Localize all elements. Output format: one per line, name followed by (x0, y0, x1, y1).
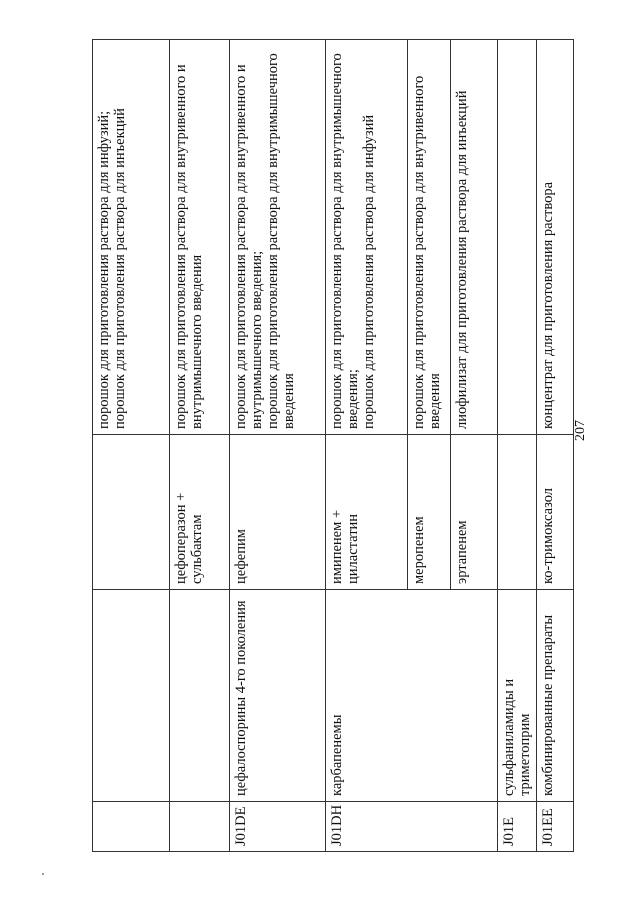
form-cell (326, 40, 408, 435)
table-row (537, 40, 574, 852)
atc-code-cell: J01DH (326, 802, 498, 852)
form-cell (498, 40, 537, 435)
form-line: лиофилизат для приготовления раствора для инъекций (454, 90, 470, 429)
table-row (230, 40, 326, 852)
page-number: 207 (573, 420, 588, 441)
form-cell (537, 40, 574, 435)
form-line: порошок для приготовления раствора для внутривенного введения (411, 75, 443, 429)
form-line: порошок для приготовления раствора для внутривенного и внутримышечного введения (173, 64, 205, 429)
drug-table (92, 39, 574, 852)
form-line: концентрат для приготовления раствора (540, 181, 556, 429)
form-cell (408, 40, 451, 435)
table-row (170, 40, 230, 852)
drug-cell: цефоперазон + сульбактам (170, 435, 230, 590)
group-cell (170, 590, 230, 802)
form-line: порошок для приготовления раствора для внутримышечного введения (265, 53, 297, 429)
drug-cell: эртапенем (451, 435, 498, 590)
group-cell: сульфаниламиды и триметоприм (498, 590, 537, 802)
drug-cell: цефепим (230, 435, 326, 590)
group-cell: цефалоспорины 4-го поколения (230, 590, 326, 802)
atc-code-cell (93, 802, 170, 852)
atc-code-cell (170, 802, 230, 852)
rotated-table-area (92, 40, 562, 852)
form-line: порошок для приготовления раствора для инъекций (112, 108, 128, 429)
drug-cell: имипенем + циластатин (326, 435, 408, 590)
form-line: порошок для приготовления раствора для инфузий; (96, 110, 112, 429)
drug-cell: ко-тримоксазол (537, 435, 574, 590)
drug-cell: меропенем (408, 435, 451, 590)
form-line: порошок для приготовления раствора для внутривенного и внутримышечного введения; (233, 64, 265, 429)
form-cell (170, 40, 230, 435)
atc-code-cell: J01E (498, 802, 537, 852)
form-cell (230, 40, 326, 435)
scan-speck (42, 873, 44, 875)
table-row (498, 40, 537, 852)
table-row (326, 40, 408, 852)
form-cell (451, 40, 498, 435)
atc-code-cell: J01EE (537, 802, 574, 852)
group-cell: карбапенемы (326, 590, 498, 802)
group-cell: комбинированные препараты (537, 590, 574, 802)
form-cell (93, 40, 170, 435)
drug-cell (498, 435, 537, 590)
form-line: порошок для приготовления раствора для внутримышечного введения; (329, 53, 361, 429)
group-cell (93, 590, 170, 802)
drug-cell (93, 435, 170, 590)
atc-code-cell: J01DE (230, 802, 326, 852)
table-row (93, 40, 170, 852)
form-line: порошок для приготовления раствора для инфузий (361, 114, 377, 429)
